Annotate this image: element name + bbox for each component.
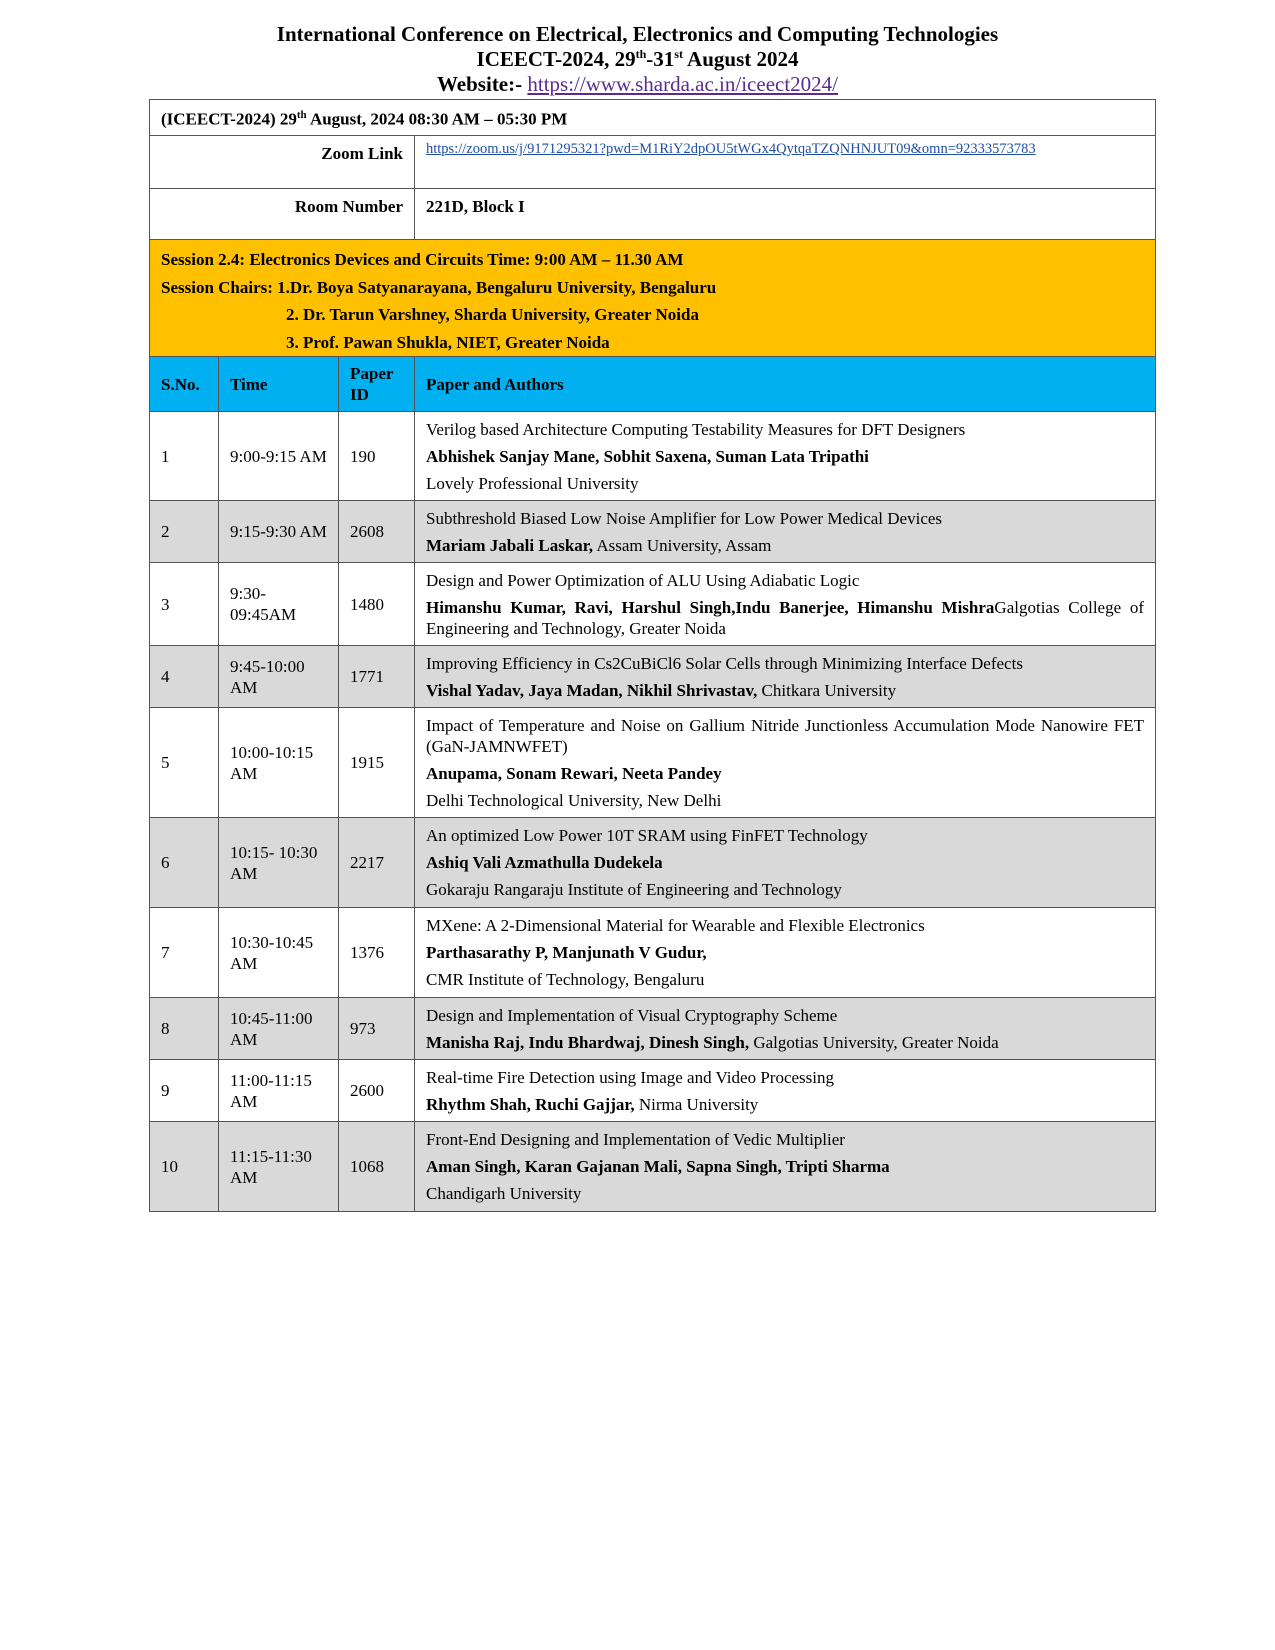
document-header — [0, 22, 1275, 97]
authors-line — [426, 1156, 1144, 1177]
paper-title: Improving Efficiency in Cs2CuBiCl6 Solar Cells through Minimizing Interface Defects — [426, 653, 1023, 673]
conference-title: International Conference on Electrical, Electronics and Computing Technologies — [276, 22, 999, 46]
time-cell: 9:00-9:15 AM — [219, 412, 339, 501]
time-cell: 10:45-11:00 AM — [219, 998, 339, 1060]
paper-cell — [415, 818, 1156, 908]
paper-id-cell: 973 — [339, 998, 415, 1060]
session-row — [150, 240, 1156, 357]
authors-line — [426, 942, 1144, 963]
table-row — [150, 501, 1156, 563]
paper-affiliation: Gokaraju Rangaraju Institute of Engineering and Technology — [426, 880, 842, 899]
paper-id-cell: 1376 — [339, 908, 415, 998]
paper-affiliation: Galgotias College of Engineering and Technology, Greater Noida — [426, 597, 1144, 638]
time-cell: 11:15-11:30 AM — [219, 1122, 339, 1212]
paper-title: Verilog based Architecture Computing Testability Measures for DFT Designers — [426, 419, 966, 439]
paper-title: Real-time Fire Detection using Image and Video Processing — [426, 1067, 834, 1087]
paper-affiliation: Chitkara University — [757, 680, 897, 700]
paper-affiliation: Nirma University — [634, 1094, 759, 1114]
paper-cell — [415, 1122, 1156, 1212]
sno-cell: 9 — [150, 1060, 219, 1122]
zoom-cell — [415, 136, 1156, 189]
subtitle-part: August 2024 — [682, 47, 799, 71]
authors-line — [426, 1032, 1144, 1053]
room-label: Room Number — [150, 189, 415, 240]
paper-title: MXene: A 2-Dimensional Material for Wearable and Flexible Electronics — [426, 916, 925, 935]
paper-affiliation: Galgotias University, Greater Noida — [749, 1032, 999, 1052]
table-row — [150, 1060, 1156, 1122]
sno-cell: 1 — [150, 412, 219, 501]
authors-line — [426, 680, 1144, 701]
paper-authors: Parthasarathy P, Manjunath V Gudur, — [426, 943, 707, 962]
column-header-paper-id: Paper ID — [339, 357, 415, 412]
schedule-table — [149, 99, 1156, 1212]
paper-id-cell: 1068 — [339, 1122, 415, 1212]
date-sup: th — [296, 109, 307, 122]
session-title: Session 2.4: Electronics Devices and Circuits Time: 9:00 AM – 11.30 AM — [161, 250, 684, 269]
table-row — [150, 563, 1156, 646]
paper-affiliation: CMR Institute of Technology, Bengaluru — [426, 970, 705, 989]
zoom-label: Zoom Link — [150, 136, 415, 189]
room-value: 221D, Block I — [415, 189, 1156, 240]
authors-line — [426, 763, 1144, 784]
paper-id-cell: 1915 — [339, 708, 415, 818]
paper-title: Design and Power Optimization of ALU Using Adiabatic Logic — [426, 570, 860, 590]
paper-authors: Mariam Jabali Laskar, — [426, 535, 594, 555]
time-cell: 11:00-11:15 AM — [219, 1060, 339, 1122]
paper-cell — [415, 998, 1156, 1060]
paper-affiliation: Delhi Technological University, New Delhi — [426, 790, 722, 810]
website-label: Website:- — [436, 72, 523, 96]
paper-id-cell: 2217 — [339, 818, 415, 908]
paper-cell — [415, 908, 1156, 998]
time-cell: 9:15-9:30 AM — [219, 501, 339, 563]
paper-authors: Manisha Raj, Indu Bhardwaj, Dinesh Singh, — [426, 1032, 750, 1052]
session-cell — [150, 240, 1156, 357]
subtitle-part: -31 — [646, 47, 675, 71]
table-row — [150, 908, 1156, 998]
table-row — [150, 708, 1156, 818]
subtitle-part: ICEECT-2024, 29 — [476, 47, 636, 71]
time-cell: 10:15- 10:30 AM — [219, 818, 339, 908]
paper-authors: Aman Singh, Karan Gajanan Mali, Sapna Singh, Tripti Sharma — [426, 1157, 890, 1176]
paper-authors: Vishal Yadav, Jaya Madan, Nikhil Shrivastav, — [426, 680, 758, 700]
session-chair-3: 3. Prof. Pawan Shukla, NIET, Greater Noida — [286, 332, 610, 352]
column-header-sno: S.No. — [150, 357, 219, 412]
table-row — [150, 646, 1156, 708]
paper-affiliation: Lovely Professional University — [426, 473, 639, 493]
paper-cell — [415, 646, 1156, 708]
date-cell — [150, 100, 1156, 136]
paper-cell — [415, 563, 1156, 646]
sno-cell: 3 — [150, 563, 219, 646]
sno-cell: 7 — [150, 908, 219, 998]
paper-authors: Himanshu Kumar, Ravi, Harshul Singh,Indu Banerjee, Himanshu Mishra — [426, 597, 995, 617]
paper-cell — [415, 1060, 1156, 1122]
paper-title: Impact of Temperature and Noise on Gallium Nitride Junctionless Accumulation Mode Nanowire FET (GaN-JAMNWFET) — [426, 715, 1144, 756]
sno-cell: 2 — [150, 501, 219, 563]
paper-title: Front-End Designing and Implementation of Vedic Multiplier — [426, 1130, 845, 1149]
zoom-row — [150, 136, 1156, 189]
zoom-link[interactable]: https://zoom.us/j/9171295321?pwd=M1RiY2dpOU5tWGx4QytqaTZQNHNJUT09&omn=92333573783 — [426, 141, 1036, 157]
column-header-paper-authors: Paper and Authors — [415, 357, 1156, 412]
website-link[interactable]: https://www.sharda.ac.in/iceect2024/ — [527, 72, 839, 96]
paper-cell — [415, 708, 1156, 818]
date-row — [150, 100, 1156, 136]
paper-authors: Ashiq Vali Azmathulla Dudekela — [426, 853, 663, 872]
paper-authors: Rhythm Shah, Ruchi Gajjar, — [426, 1094, 635, 1114]
authors-line — [426, 1094, 1144, 1115]
paper-title: Design and Implementation of Visual Cryptography Scheme — [426, 1005, 838, 1025]
sno-cell: 6 — [150, 818, 219, 908]
paper-cell — [415, 501, 1156, 563]
session-chair-2: 2. Dr. Tarun Varshney, Sharda University, Greater Noida — [286, 305, 699, 324]
paper-authors: Anupama, Sonam Rewari, Neeta Pandey — [426, 763, 722, 783]
paper-id-cell: 2608 — [339, 501, 415, 563]
sno-cell: 4 — [150, 646, 219, 708]
date-text: (ICEECT-2024) 29 — [161, 109, 297, 129]
column-header-time: Time — [219, 357, 339, 412]
paper-affiliation: Chandigarh University — [426, 1184, 582, 1203]
subtitle-sup: th — [635, 47, 647, 61]
website-line — [0, 72, 1275, 97]
sno-cell: 8 — [150, 998, 219, 1060]
column-header-row — [150, 357, 1156, 412]
sno-cell: 5 — [150, 708, 219, 818]
paper-id-cell: 190 — [339, 412, 415, 501]
authors-line — [426, 446, 1144, 467]
paper-id-cell: 1771 — [339, 646, 415, 708]
conference-subtitle — [0, 47, 1275, 72]
paper-title: Subthreshold Biased Low Noise Amplifier for Low Power Medical Devices — [426, 508, 943, 528]
paper-cell — [415, 412, 1156, 501]
table-row — [150, 1122, 1156, 1212]
paper-authors: Abhishek Sanjay Mane, Sobhit Saxena, Suman Lata Tripathi — [426, 446, 869, 466]
authors-line — [426, 852, 1144, 873]
date-text: August, 2024 08:30 AM – 05:30 PM — [306, 109, 568, 129]
authors-line — [426, 597, 1144, 639]
time-cell: 9:45-10:00 AM — [219, 646, 339, 708]
room-row — [150, 189, 1156, 240]
time-cell: 9:30-09:45AM — [219, 563, 339, 646]
session-chair-1: Session Chairs: 1.Dr. Boya Satyanarayana, Bengaluru University, Bengaluru — [161, 277, 717, 297]
paper-id-cell: 1480 — [339, 563, 415, 646]
paper-title: An optimized Low Power 10T SRAM using FinFET Technology — [426, 826, 868, 845]
time-cell: 10:00-10:15 AM — [219, 708, 339, 818]
table-row — [150, 818, 1156, 908]
authors-line — [426, 535, 1144, 556]
time-cell: 10:30-10:45 AM — [219, 908, 339, 998]
paper-affiliation: Assam University, Assam — [593, 535, 772, 555]
sno-cell: 10 — [150, 1122, 219, 1212]
subtitle-sup: st — [674, 47, 683, 61]
table-row — [150, 412, 1156, 501]
paper-id-cell: 2600 — [339, 1060, 415, 1122]
table-row — [150, 998, 1156, 1060]
